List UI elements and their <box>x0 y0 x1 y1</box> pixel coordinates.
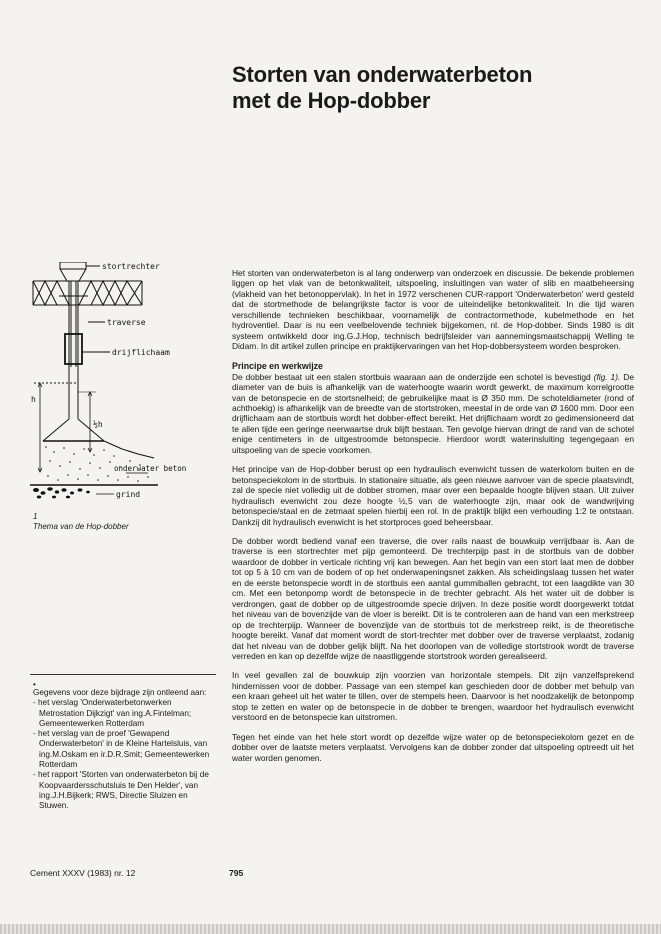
article-title <box>232 62 632 114</box>
label-h: h <box>31 395 36 404</box>
label-onderwater-beton: onderwater beton <box>114 464 187 473</box>
journal-citation: Cement XXXV (1983) nr. 12 <box>30 868 136 878</box>
note-source-item: - het rapport 'Storten van onderwaterbeton bij de Koopvaardersschutsluis te Den Helder', van ing.J.H.Bijkerk; RWS, Directie Sluizen en Stuwen. <box>33 770 209 811</box>
figure-number: 1 <box>33 512 38 521</box>
note-source-item: - het verslag 'Onderwaterbetonwerken Metrostation Dijkzigt' van ing.A.Fintelman; Gemeentewerken Rotterdam <box>33 698 192 728</box>
label-half-h: ½h <box>93 420 103 429</box>
page-number: 795 <box>229 868 244 878</box>
body-paragraph <box>232 372 634 456</box>
label-drijflichaam: drijflichaam <box>112 348 170 357</box>
note-source-item: - het verslag van de proef 'Gewapend Onderwaterbeton' in de Kleine Hartelsluis, van ing.M.Oskam en ir.D.R.Smit; Gemeentewerken Rotterdam <box>33 729 210 770</box>
body-paragraph: In veel gevallen zal de bouwkuip zijn voorzien van horizontale stempels. Dit zijn vanzelfsprekend hindernissen voor de dobber. Passage van een stempel kan geschieden door de dobber met behulp van een kraan geheel uit het water te tillen, over de stempels heen. Daarvoor is het noodzakelijk de betonpomp stop te zetten en water op de betonspecie in de dobber te brengen, waardoor het hydraulisch evenwicht verstoord en de betonspecie kan uitstromen. <box>232 670 634 723</box>
hop-dobber-drawing <box>30 262 190 502</box>
label-traverse: traverse <box>107 318 146 327</box>
figure-1-diagram <box>30 262 190 502</box>
gravel-layer <box>33 487 90 498</box>
intro-paragraph: Het storten van onderwaterbeton is al lang onderwerp van onderzoek en discussie. De bekende problemen liggen op het vlak van de betonkwaliteit, uitspoeling, insluitingen van water of slib en maatbeheersing (vlakheid van het betonoppervlak). In het in 1972 verschenen CUR-rapport 'Onderwaterbeton' werd gesteld dat de stortmethode de belangrijkste factor is voor de uiteindelijke betonkwaliteit. In die tijd waren verschillende technieken beschikbaar, voornamelijk de contractormethode, kubelmethode en het hydroventiel. Daar is nu een veelbelovende techniek bijgekomen, nl. de Hop-dobber. Sinds 1980 is dit systeem ontwikkeld door ing.G.J.Hop, technisch bedrijfsleider van aannemingsmaatschappij Welling te Didam. In dit artikel zullen principe en praktijkervaringen van het Hop-dobbersysteem worden besproken. <box>232 268 634 352</box>
label-stortrechter: stortrechter <box>102 262 160 271</box>
hopper-top <box>60 262 86 269</box>
hopper-funnel <box>60 269 86 281</box>
paragraph-text: De diameter van de buis is afhankelijk van de waterhoogte waarin wordt gewerkt, de maximum korrelgrootte van de betonspecie en de stortsnelheid; de gebruikelijke maat is Ø 350 mm. De schoteldiameter (rond of achthoekig) is afhankelijk van de breedte van de stortstroken, meestal in de orde van Ø 1600 mm. Door een drijflichaam aan de stortbuis wordt het dobber-effect bereikt. Het drijflichaam wordt zo gedimensioneerd dat te allen tijde een geringe neerwaartse druk blijft bestaan. Ten gevolge hiervan dringt de rand van de schotel enige centimeters in de uitgestroomde betonspecie. Hierdoor wordt waterinsluiting tegengegaan en uitspoeling van de specie voorkomen. <box>232 371 634 455</box>
figure-reference: (fig. 1). <box>593 371 621 382</box>
note-source-list <box>33 698 213 811</box>
note-divider <box>30 674 216 675</box>
sources-note <box>33 688 213 812</box>
note-intro: Gegevens voor deze bijdrage zijn ontleend aan: <box>33 688 207 697</box>
note-bullet-mark: • <box>33 680 36 689</box>
section-heading: Principe en werkwijze <box>232 360 323 371</box>
body-paragraph: Tegen het einde van het hele stort wordt op dezelfde wijze water op de betonspeciekolom gezet en de dobber over de laatste meters verplaatst. Vervolgens kan de dobber zonder dat uitspoeling optreedt uit het water worden genomen. <box>232 731 634 763</box>
float-body <box>65 334 82 364</box>
scan-edge-strip <box>0 924 661 934</box>
title-line-2: met de Hop-dobber <box>232 88 431 113</box>
article-body <box>232 268 634 772</box>
label-grind: grind <box>116 490 141 499</box>
paragraph-text: De dobber bestaat uit een stalen stortbuis waaraan aan de onderzijde een schotel is bevestigd <box>232 371 594 382</box>
title-line-1: Storten van onderwaterbeton <box>232 62 533 87</box>
body-paragraph: Het principe van de Hop-dobber berust op een hydraulisch evenwicht tussen de waterkolom buiten en de betonspeciekolom in de stortbuis. In stationaire situatie, als geen nieuwe aanvoer van de specie plaatsvindt, zal de specie niet volledig uit de dobber stromen, maar over een bepaalde hoogte blijven staan. Uit zuiver hydraulisch evenwicht zou deze hoogte ½,5 van de waterhoogte zijn, maar ook de wandwrijving betonspecie/staal en de zetmaat spelen hierbij een rol. In de praktijk blijkt een verhouding 1:2 te ontstaan. Dankzij dit hydraulisch evenwicht is het stortproces goed beheersbaar. <box>232 464 634 527</box>
body-paragraph: De dobber wordt bediend vanaf een traverse, die over rails naast de bouwkuip verrijdbaar is. Aan de traverse is een stortrechter met pijp gemonteerd. De trechterpijp past in de stortbuis van de dobber waardoor de dobber in verticale richting vrij kan bewegen. Aan het begin van een stort laat men de dobber tot op 5 à 10 cm van de bodem of op het onderwapeningsnet zakken. Als scheidingslaag tussen het water en de eerste betonspecie wordt in de stortbuis een aantal gummiballen gebracht, tot een laagdikte van 30 cm. Met een betonpomp wordt de betonspecie in de trechter gebracht. Als het water uit de dobber is verdrongen, gaat de dobber op de uitgestroomde specie drijven. In deze positie wordt doorgewerkt totdat het niveau van de bovenzijde van de vloer is bereikt. Dit is te controleren aan de hand van een merkstreep op de trechterpijp. Wanneer de bovenzijde van de stortbuis tot de merkstreep reikt, is de theoretische hoogte bereikt. Vanaf dat moment wordt de stort-trechter met dobber over de traverse verplaatst, zodanig dat het niveau van de dobber gelijk blijft. Na het doorlopen van de volledige stortstrook wordt de traverse verreden en kan op dezelfde wijze de naastliggende stortstrook worden gerealiseerd. <box>232 535 634 661</box>
figure-caption: Thema van de Hop-dobber <box>33 522 129 531</box>
